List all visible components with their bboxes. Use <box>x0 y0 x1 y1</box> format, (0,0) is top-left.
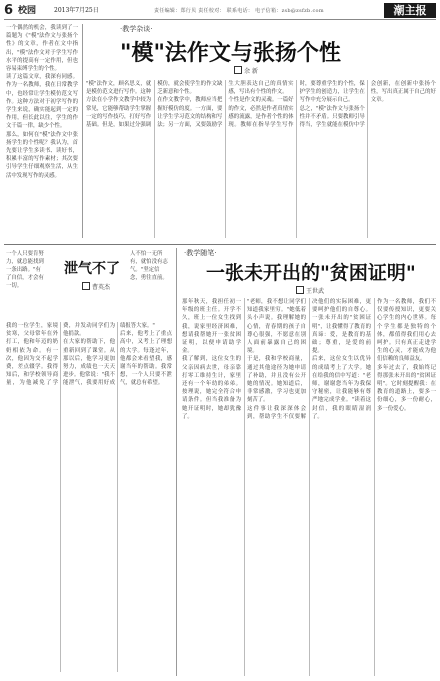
column-divider <box>82 24 83 238</box>
story1-left-column: 一个偶然的机会，我读到了一篇题为《"模"法作文与张扬个性》的文章，作者在文中指出，"模"法作文对于学生写作水平的提高有一定作用，但也容易束缚学生的个性。 读了这篇文章，我深有同感。作为一名教师，我在日常教学中，也经常让学生模仿范文写作。这种方法对于初学写作的学生来说，确实能起到一定的作用，但长此以往，学生的作文千篇一律，缺少个性。 那么，如何在"模"法作文中张扬学生的个性呢？我认为，首先要让学生多读书、读好书，积累丰富的写作素材；其次要引导学生仔细观察生活，从生活中发现写作的灵感。 <box>6 25 78 179</box>
story1-body: "模"法作文，顾名思义，就是模仿范文进行写作。这种方法在小学作文教学中较为常见，它能够帮助学生掌握一定的写作技巧，打好写作基础。但是，如果过分强调模仿，就会使学生的作文缺乏新意和个性。 在作文教学中，教师应当把握好模仿的度。一方面，要让学生学习范文的结构和写法；另一方面，又要鼓励学生大胆表达自己的真情实感，写出有个性的作文。 个性是作文的灵魂。一篇好的作文，必然是作者真情实感的流露，是作者个性的体现。教师在指导学生写作时，要尊重学生的个性，保护学生的创造力，让学生在写作中充分展示自己。 总之，"模"法作文与张扬个性并不矛盾。只要教师引导得当，学生就能在模仿中学会创新，在创新中张扬个性，写出真正属于自己的好文章。 <box>86 81 436 129</box>
section-name: 校园 <box>18 6 37 16</box>
story1-kicker: ·教学杂谈· <box>120 25 153 33</box>
newspaper-logo: 潮主报 <box>384 3 436 18</box>
story3-author: 王世武 <box>306 288 325 295</box>
masthead <box>4 3 436 20</box>
story2-pullquote: 一个人只要肯努力，就总能找到一条出路。"有了自信，才会有一切。 <box>6 251 44 289</box>
byline-box-icon <box>82 282 90 290</box>
story1-byline <box>234 66 258 75</box>
story3-headline: 一张未开出的"贫困证明" <box>206 262 416 284</box>
byline-box-icon <box>234 66 242 74</box>
story2-headline: 泄气不了 <box>64 261 120 277</box>
section-divider <box>4 244 436 245</box>
story2-body: 我的一位学生，家境贫寒，父母常年在外打工，他和年迈的奶奶相依为命。有一次，他因为交不起学费，差点辍学。我得知后，和学校领导商量，为他减免了学费，并发动同学们为他捐款。 在大家的帮助下，他重新回到了课堂。从那以后，他学习更加努力，成绩也一天天进步。他常说："我不能泄气，我要用好成绩报答大家。" 后来，他考上了重点高中，又考上了理想的大学。每逢过年，他都会来看望我，感谢当年的帮助。我常想，一个人只要不泄气，就总有希望。 <box>6 323 172 387</box>
story2-pullquote-right: 人不怕一无所有，就怕没有志气。"坚定信念，勇往直前。 <box>130 251 168 281</box>
story3-body: 那年秋天，我担任初一年级的班主任。开学不久，班上一位女生找到我，说家里经济困难，想请我帮她开一张贫困证明，以便申请助学金。 我了解到，这位女生的父亲因病去世，母亲靠打零工维持生计，家里还有一个年幼的弟弟。按理说，她完全符合申请条件。但当我准备为她开证明时，她却犹豫了。 "老师，我不想让同学们知道我家里穷。"她低着头小声说。我理解她的心情，青春期的孩子自尊心很强，不愿意在别人面前暴露自己的困境。 于是，我和学校商量，通过其他途径为她申请了补助，并且没有公开她的情况。她知道后，非常感激，学习也更加刻苦了。 这件事让我深深体会到，帮助学生不仅要解决他们的实际困难，更要呵护他们的自尊心。一张未开出的"贫困证明"，让我懂得了教育的真谛：爱，是教育的基础；尊重，是爱的前提。 后来，这位女生以优异的成绩考上了大学。她在给我的信中写道："老师，谢谢您当年为我保守秘密，让我能够有尊严地完成学业。"读着这封信，我的眼睛湿润了。 作为一名教师，我们不仅要传授知识，更要关心学生的内心世界。每个学生都是独特的个体，都值得我们用心去呵护。只有真正走进学生的心灵，才能成为他们信赖的良师益友。 多年过去了，我始终记得那张未开出的"贫困证明"。它时刻提醒我：在教育的道路上，要多一份细心，多一份耐心，多一份爱心。 <box>182 299 436 420</box>
story-divider <box>176 248 177 676</box>
page-number: 6 <box>4 3 14 18</box>
story2-author: 曹英杰 <box>92 284 111 291</box>
byline-box-icon <box>296 286 304 294</box>
story3-kicker: ·教学随笔· <box>184 249 217 257</box>
issue-date: 2013年7月25日 <box>54 7 99 14</box>
story1-author: 余 新 <box>244 68 258 75</box>
story1-headline: "模"法作文与张扬个性 <box>120 41 341 66</box>
story2-byline <box>82 282 110 291</box>
story3-byline <box>296 286 324 295</box>
editor-info: 责任编辑：郑行贝 责任校对： 联系电话： 电子信箱：zsb@zsfzb.com <box>154 8 324 14</box>
